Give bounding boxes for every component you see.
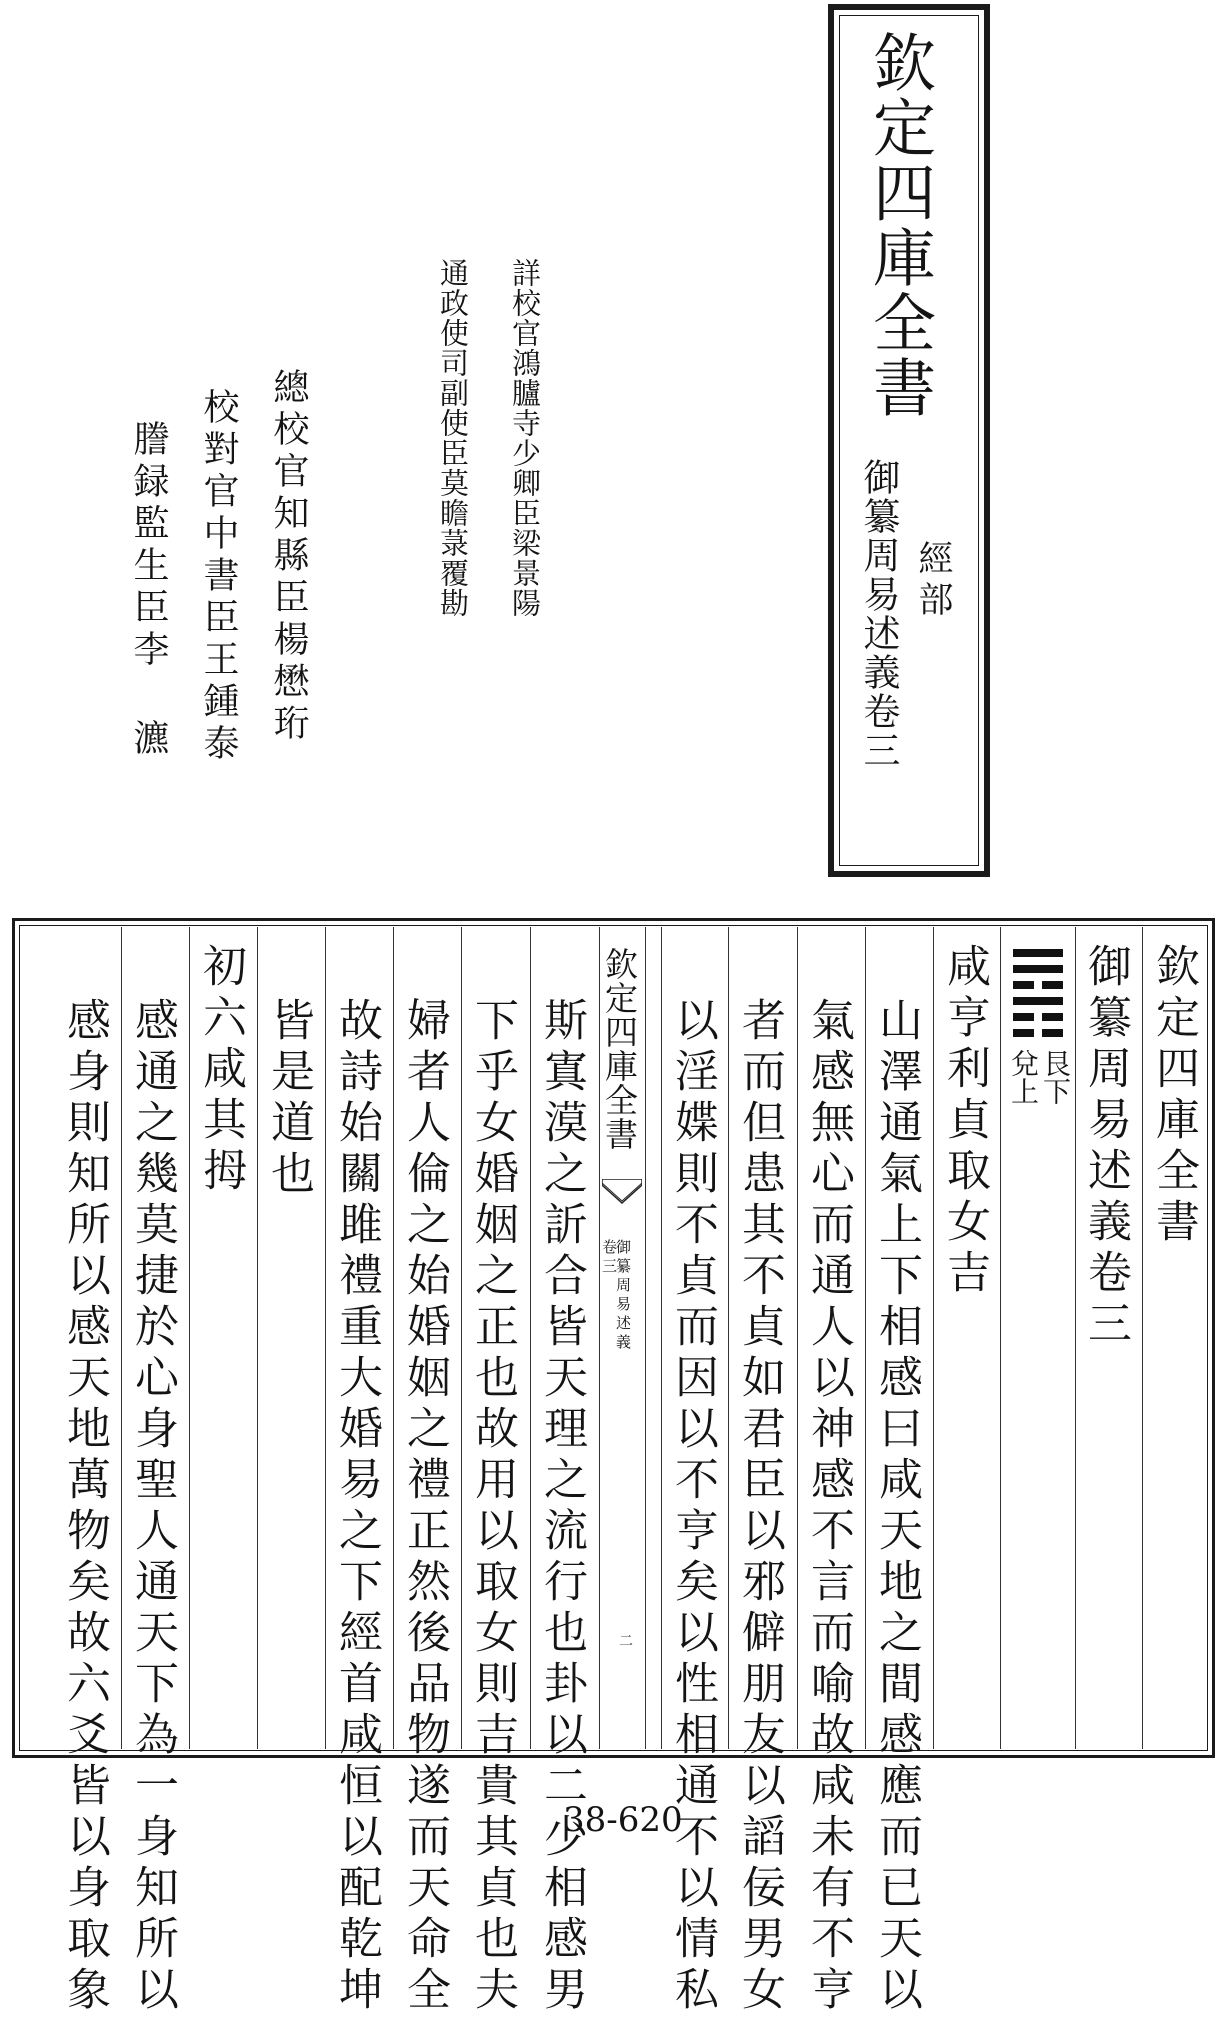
title-slip [828,4,990,877]
main-title: 欽定四庫全書 [863,30,936,420]
text-column: 婦者人倫之始婚姻之禮正然後品物遂而天命全 [399,997,450,2017]
column-rule [645,927,646,1749]
credit-proofreader-detail: 詳校官鴻臚寺少卿臣梁景陽 [508,258,542,618]
text-column: 故詩始關雎禮重大婚易之下經首咸恒以配乾坤 [331,997,382,2017]
section-label: 經部 [913,540,953,622]
column-rule [865,927,866,1749]
column-rule [121,927,122,1749]
margin-title: 欽定四庫全書 [600,947,639,1151]
text-column: 下乎女婚姻之正也故用以取女則吉貴其貞也夫 [467,997,518,2017]
column-rule [1075,927,1076,1749]
book-title: 御纂周易述義卷三 [1080,943,1131,1351]
column-rule [1142,927,1143,1749]
text-column: 初六咸其拇 [195,943,246,1198]
column-rule [325,927,326,1749]
column-rule [461,927,462,1749]
margin-folio: 二 [617,1633,633,1647]
column-rule [257,927,258,1749]
text-column: 氣感無心而通人以神感不言而喻故咸未有不亨 [803,997,854,2017]
column-rule [1000,927,1001,1749]
text-column: 山澤通氣上下相感曰咸天地之間感應而已天以 [871,997,922,2017]
margin-volume: 卷三 [600,1239,618,1277]
column-rule [728,927,729,1749]
text-column: 以淫媟則不貞而因以不亨矣以性相通不以情私 [667,997,718,2017]
credit-collator: 校對官中書臣王鍾泰 [198,388,239,766]
hexagram-upper-label: 兌上 [1007,1049,1040,1105]
text-column: 斯寘漠之訢合皆天理之流行也卦以二少相感男 [536,997,587,2017]
text-column: 咸亨利貞取女吉 [939,943,990,1300]
text-column: 感身則知所以感天地萬物矣故六爻皆以身取象 [59,997,110,2017]
column-rule [530,927,531,1749]
credit-reviewer: 通政使司副使臣莫瞻菉覆勘 [436,258,470,618]
center-margin [599,927,645,1749]
column-rule [189,927,190,1749]
column-rule [393,927,394,1749]
credit-chief-proofreader: 總校官知縣臣楊懋珩 [268,368,309,746]
hexagram-lower-label: 艮下 [1039,1049,1072,1105]
fish-tail-mark-icon [602,1179,642,1205]
margin-book-title: 御纂周易述義 [614,1239,632,1353]
hexagram-xian-icon [1011,947,1065,1043]
text-column: 感通之幾莫捷於心身聖人通天下為一身知所以 [127,997,178,2017]
volume-title: 御纂周易述義卷三 [857,458,900,770]
column-rule [661,927,662,1749]
text-column: 者而但患其不貞如君臣以邪僻朋友以謟佞男女 [734,997,785,2017]
column-rule [797,927,798,1749]
credit-copyist: 謄録監生臣李 瀌 [128,420,169,761]
column-rule [933,927,934,1749]
text-column: 皆是道也 [263,997,314,1201]
page-number: 38-620 [563,1800,683,1840]
page-header: 欽定四庫全書 [1148,943,1199,1249]
